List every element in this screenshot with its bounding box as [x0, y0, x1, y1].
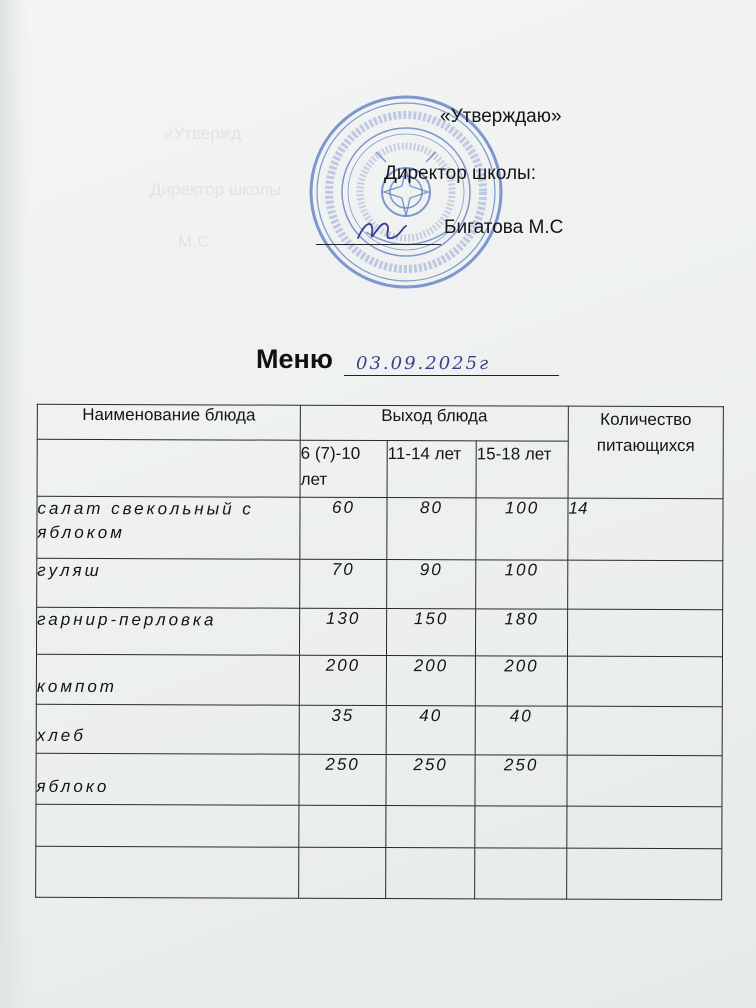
output-6-10: 35: [299, 705, 386, 755]
menu-date: 03.09.2025г: [356, 353, 491, 374]
meal-count: 14: [568, 498, 723, 560]
output-15-18: 250: [475, 755, 567, 807]
page-title: Меню: [256, 344, 333, 374]
output-6-10: 200: [299, 656, 386, 706]
output-15-18: [475, 806, 567, 847]
page-edge-shadow: [0, 0, 28, 1008]
table-row: [36, 607, 722, 657]
approval-label: «Утверждаю»: [440, 106, 562, 127]
output-6-10: 130: [299, 608, 386, 656]
meal-count: [567, 755, 722, 807]
meal-count: [568, 560, 723, 610]
output-11-14: 250: [386, 755, 475, 807]
signature-icon: [352, 214, 412, 248]
header-age-15-18: 15-18 лет: [476, 441, 568, 498]
header-age-6-10: 6 (7)-10 лет: [300, 440, 387, 497]
output-6-10: 60: [300, 497, 387, 559]
table-row: [36, 655, 722, 707]
meal-count: [567, 656, 722, 706]
output-15-18: 200: [475, 656, 567, 706]
output-15-18: 100: [476, 560, 568, 610]
output-15-18: 40: [475, 706, 567, 756]
meal-count: [567, 807, 722, 849]
dish-name: гуляш: [37, 558, 300, 608]
output-15-18: [475, 847, 567, 899]
table-row: [36, 753, 722, 807]
dish-name: компот: [36, 655, 299, 705]
output-6-10: [299, 847, 386, 899]
bleed-through-text: М.С: [178, 232, 210, 251]
output-11-14: 200: [386, 656, 475, 706]
bleed-through-text: Директор школы: [150, 180, 282, 199]
header-count: Количество питающихся: [568, 406, 723, 499]
dish-name: [36, 805, 299, 847]
output-11-14: 80: [387, 498, 476, 560]
dish-name: гарнир-перловка: [36, 607, 299, 655]
table-row: [36, 846, 722, 900]
table-row: [36, 704, 722, 756]
director-label: Директор школы:: [384, 163, 536, 184]
dish-name: яблоко: [36, 753, 299, 805]
meal-count: [568, 609, 723, 657]
header-age-11-14: 11-14 лет: [387, 441, 476, 498]
date-underline: [344, 375, 559, 376]
header-dish-name: Наименование блюда: [37, 404, 300, 440]
table-row: [37, 558, 723, 610]
table-header-row: [37, 404, 723, 441]
meal-count: [567, 848, 722, 900]
menu-table: [35, 404, 724, 900]
output-11-14: 150: [386, 609, 475, 657]
director-name: Бигатова М.С: [444, 217, 564, 238]
output-11-14: [386, 847, 475, 899]
meal-count: [567, 706, 722, 756]
bleed-through-text: «Утвержд: [164, 124, 242, 143]
header-output: Выход блюда: [300, 405, 568, 441]
dish-name: хлеб: [36, 704, 299, 754]
output-15-18: 100: [476, 498, 568, 560]
output-6-10: 70: [300, 559, 387, 609]
output-6-10: [299, 806, 386, 847]
header-blank-cell: [37, 439, 300, 497]
dish-name: салат свекольный с яблоком: [37, 496, 300, 559]
table-row: [36, 805, 722, 849]
output-11-14: 90: [387, 559, 476, 609]
output-15-18: 180: [475, 609, 567, 657]
table-row: [37, 496, 723, 560]
dish-name: [36, 846, 299, 898]
output-6-10: 250: [299, 754, 386, 806]
output-11-14: 40: [386, 705, 475, 755]
output-11-14: [386, 806, 475, 847]
